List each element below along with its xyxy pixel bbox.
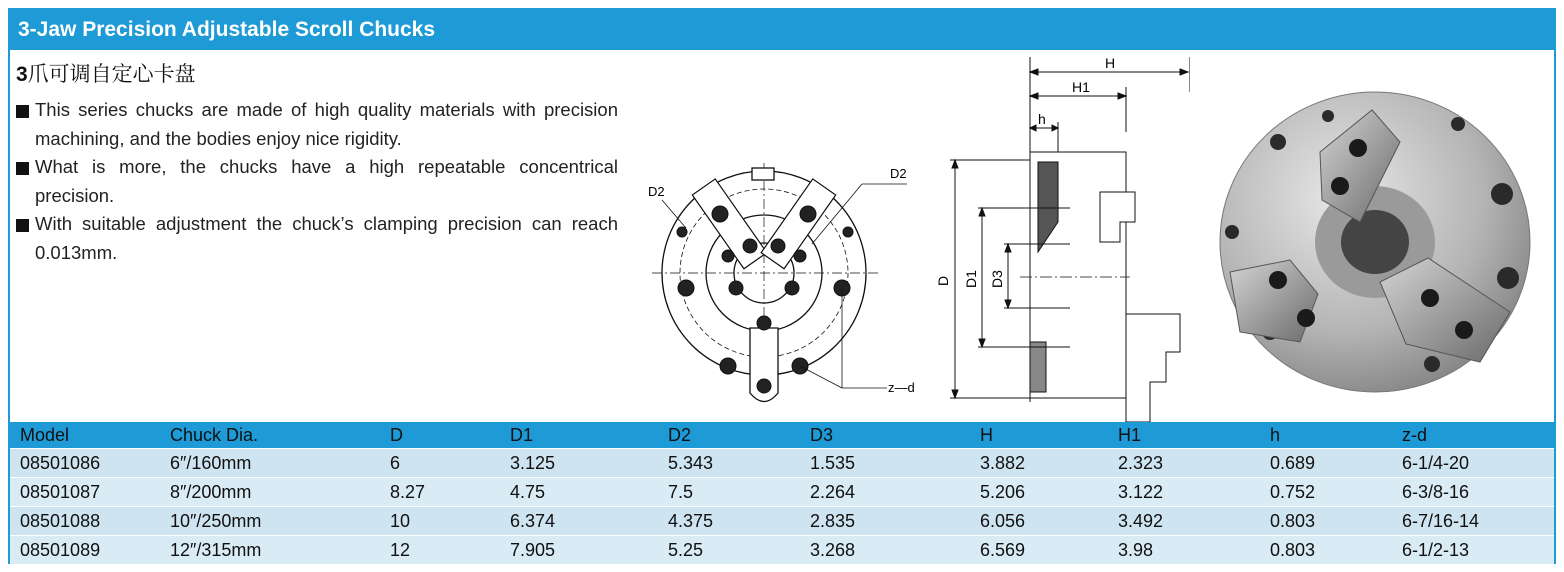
col-zd-header: z-d <box>1392 422 1554 449</box>
cell-chuck-dia: 12″/315mm <box>160 536 380 565</box>
cell-h: 6.569 <box>970 536 1108 565</box>
d2-left-label: D2 <box>648 184 665 199</box>
cell-h1: 3.122 <box>1108 478 1260 507</box>
cell-h1: 3.492 <box>1108 507 1260 536</box>
cell-chuck-dia: 10″/250mm <box>160 507 380 536</box>
feature-item <box>16 96 618 153</box>
cell-d: 6 <box>380 449 500 478</box>
square-bullet-icon <box>16 219 29 232</box>
col-d3-header: D3 <box>800 422 970 449</box>
small-h-label: h <box>1038 111 1046 127</box>
h-label: H <box>1105 55 1116 71</box>
cell-d1: 6.374 <box>500 507 658 536</box>
col-h1-header: H1 <box>1108 422 1260 449</box>
cell-small-h: 0.689 <box>1260 449 1392 478</box>
cell-model: 08501089 <box>10 536 160 565</box>
cell-d: 10 <box>380 507 500 536</box>
table-row <box>10 536 1554 565</box>
col-model-header: Model <box>10 422 160 449</box>
feature-item <box>16 210 618 267</box>
cell-d: 8.27 <box>380 478 500 507</box>
side-view-drawing <box>930 52 1190 422</box>
table-row <box>10 507 1554 536</box>
cell-model: 08501086 <box>10 449 160 478</box>
feature-item <box>16 153 618 210</box>
cell-small-h: 0.752 <box>1260 478 1392 507</box>
feature-text: This series chucks are made of high quality materials with precision machining, and the bodies enjoy nice rigidity. <box>35 99 618 149</box>
cell-d2: 5.25 <box>658 536 800 565</box>
cell-d1: 7.905 <box>500 536 658 565</box>
cell-d3: 1.535 <box>800 449 970 478</box>
front-view-drawing <box>632 148 922 418</box>
chinese-subtitle <box>16 58 196 88</box>
cell-chuck-dia: 6″/160mm <box>160 449 380 478</box>
subtitle-number: 3 <box>16 63 28 86</box>
d1-label: D1 <box>963 270 979 288</box>
col-d2-header: D2 <box>658 422 800 449</box>
square-bullet-icon <box>16 105 29 118</box>
subtitle-text: 爪可调自定心卡盘 <box>27 63 196 86</box>
specification-table <box>10 422 1554 564</box>
cell-h: 6.056 <box>970 507 1108 536</box>
cell-d3: 3.268 <box>800 536 970 565</box>
cell-d1: 3.125 <box>500 449 658 478</box>
d3-label: D3 <box>989 270 1005 288</box>
cell-zd: 6-1/4-20 <box>1392 449 1554 478</box>
table-header-row <box>10 422 1554 449</box>
cell-zd: 6-3/8-16 <box>1392 478 1554 507</box>
table-row <box>10 449 1554 478</box>
d2-right-label: D2 <box>890 166 907 181</box>
cell-h: 3.882 <box>970 449 1108 478</box>
col-chuck-dia-header: Chuck Dia. <box>160 422 380 449</box>
col-small-h-header: h <box>1260 422 1392 449</box>
cell-zd: 6-1/2-13 <box>1392 536 1554 565</box>
cell-h1: 3.98 <box>1108 536 1260 565</box>
bolt-hole <box>712 206 728 222</box>
chuck-photo <box>1210 82 1540 402</box>
product-panel <box>8 8 1556 564</box>
cell-small-h: 0.803 <box>1260 536 1392 565</box>
cell-d2: 5.343 <box>658 449 800 478</box>
cell-model: 08501088 <box>10 507 160 536</box>
h1-label: H1 <box>1072 79 1090 95</box>
cell-chuck-dia: 8″/200mm <box>160 478 380 507</box>
cell-h1: 2.323 <box>1108 449 1260 478</box>
col-h-header: H <box>970 422 1108 449</box>
cell-d2: 7.5 <box>658 478 800 507</box>
feature-text: What is more, the chucks have a high repeatable concentrical precision. <box>35 156 618 206</box>
title-bar: 3-Jaw Precision Adjustable Scroll Chucks <box>10 10 1554 50</box>
cell-h: 5.206 <box>970 478 1108 507</box>
col-d1-header: D1 <box>500 422 658 449</box>
cell-d3: 2.264 <box>800 478 970 507</box>
table-row <box>10 478 1554 507</box>
cell-d3: 2.835 <box>800 507 970 536</box>
cell-model: 08501087 <box>10 478 160 507</box>
d-label: D <box>935 275 951 286</box>
cell-d1: 4.75 <box>500 478 658 507</box>
feature-list <box>16 96 618 267</box>
cell-d: 12 <box>380 536 500 565</box>
square-bullet-icon <box>16 162 29 175</box>
cell-zd: 6-7/16-14 <box>1392 507 1554 536</box>
col-d-header: D <box>380 422 500 449</box>
cell-d2: 4.375 <box>658 507 800 536</box>
zd-label: z—d <box>888 380 915 395</box>
cell-small-h: 0.803 <box>1260 507 1392 536</box>
feature-text: With suitable adjustment the chuck’s clamping precision can reach 0.013mm. <box>35 213 618 263</box>
